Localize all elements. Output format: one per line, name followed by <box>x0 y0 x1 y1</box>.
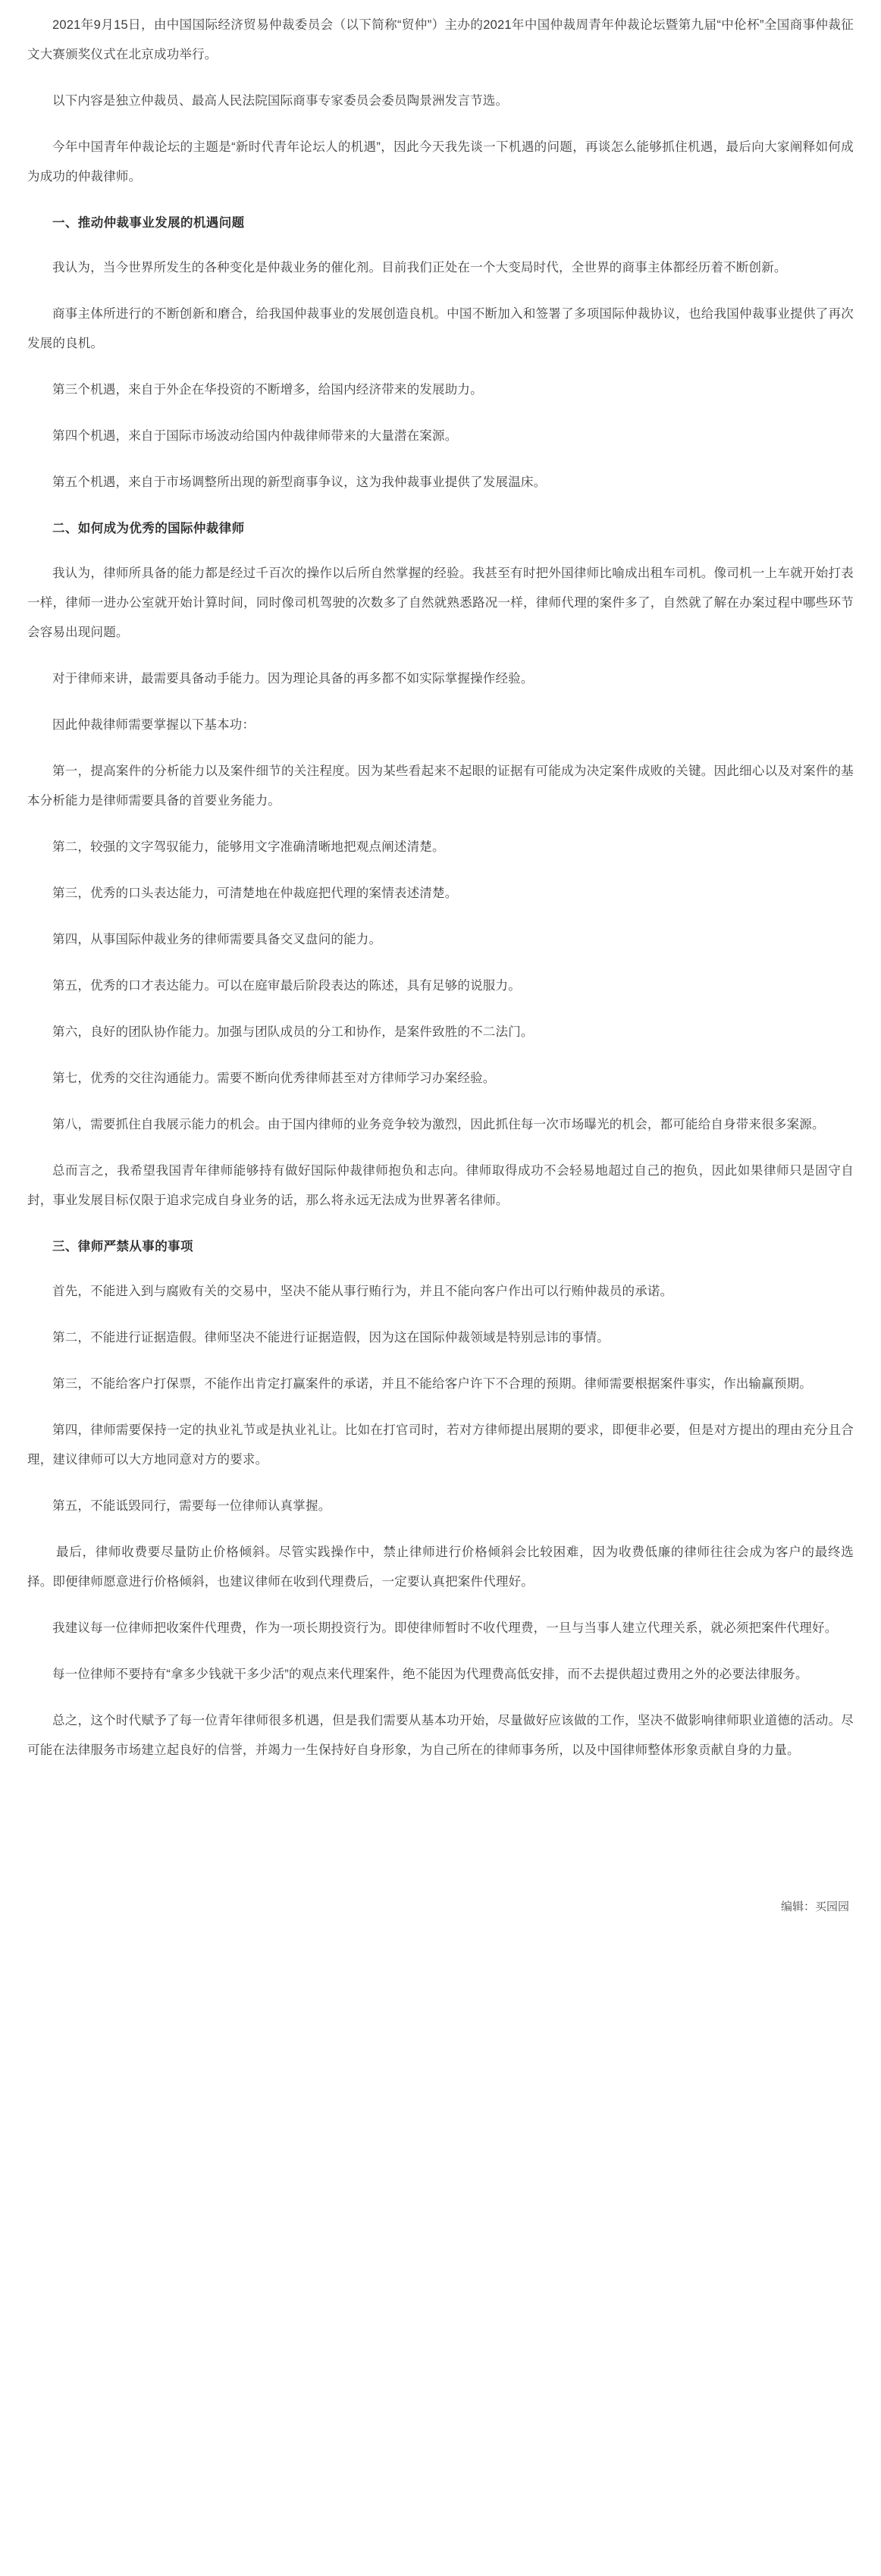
section-3-paragraph: 第二，不能进行证据造假。律师坚决不能进行证据造假，因为这在国际仲裁领域是特别忌讳的事情。 <box>52 1331 610 1344</box>
section-1-paragraph: 我认为，当今世界所发生的各种变化是仲裁业务的催化剂。目前我们正处在一个大变局时代，全世界的商事主体都经历着不断创新。 <box>52 261 787 275</box>
section-2-paragraph: 第六，良好的团队协作能力。加强与团队成员的分工和协作，是案件致胜的不二法门。 <box>52 1025 534 1039</box>
editor-credit: 编辑：买园园 <box>780 1900 849 1913</box>
section-2-paragraph: 总而言之，我希望我国青年律师能够持有做好国际仲裁律师抱负和志向。律师取得成功不会轻易地超过自己的抱负，因此如果律师只是固守自封，事业发展目标仅限于追求完成自身业务的话，那么将永远无法成为世界著名律师。 <box>27 1164 854 1207</box>
intro-paragraph: 今年中国青年仲裁论坛的主题是“新时代青年论坛人的机遇”，因此今天我先谈一下机遇的问题，再谈怎么能够抓住机遇，最后向大家阐释如何成为成功的仲裁律师。 <box>27 140 854 184</box>
intro-paragraph: 以下内容是独立仲裁员、最高人民法院国际商事专家委员会委员陶景洲发言节选。 <box>52 94 509 108</box>
section-2-paragraph: 因此仲裁律师需要掌握以下基本功： <box>52 718 256 732</box>
section-3-paragraph: 每一位律师不要持有“拿多少钱就干多少活”的观点来代理案件，绝不能因为代理费高低安排，而不去提供超过费用之外的必要法律服务。 <box>52 1668 808 1681</box>
section-2-paragraph: 第四，从事国际仲裁业务的律师需要具备交叉盘问的能力。 <box>52 933 382 946</box>
section-3-paragraph: 最后，律师收费要尽量防止价格倾斜。尽管实践操作中，禁止律师进行价格倾斜会比较困难，因为收费低廉的律师往往会成为客户的最终选择。即便律师愿意进行价格倾斜，也建议律师在收到代理费后，一定要认真把案件代理好。 <box>27 1545 854 1589</box>
section-2-paragraph: 第八，需要抓住自我展示能力的机会。由于国内律师的业务竞争较为激烈，因此抓住每一次市场曝光的机会，都可能给自身带来很多案源。 <box>52 1118 825 1131</box>
section-3-paragraph: 总之，这个时代赋予了每一位青年律师很多机遇，但是我们需要从基本功开始，尽量做好应该做的工作，坚决不做影响律师职业道德的活动。尽可能在法律服务市场建立起良好的信誉，并竭力一生保持好自身形象，为自己所在的律师事务所，以及中国律师整体形象贡献自身的力量。 <box>27 1714 854 1757</box>
section-heading-1: 一、推动仲裁事业发展的机遇问题 <box>52 216 245 230</box>
section-1-paragraph: 商事主体所进行的不断创新和磨合，给我国仲裁事业的发展创造良机。中国不断加入和签署了多项国际仲裁协议，也给我国仲裁事业提供了再次发展的良机。 <box>27 307 854 350</box>
intro-paragraph: 2021年9月15日，由中国国际经济贸易仲裁委员会（以下简称“贸仲”）主办的2021年中国仲裁周青年仲裁论坛暨第九届“中伦杯”全国商事仲裁征文大赛颁奖仪式在北京成功举行。 <box>27 18 854 61</box>
section-2-paragraph: 第三，优秀的口头表达能力，可清楚地在仲裁庭把代理的案情表述清楚。 <box>52 886 458 900</box>
section-3-paragraph: 第五，不能诋毁同行，需要每一位律师认真掌握。 <box>52 1499 331 1513</box>
section-3-paragraph: 我建议每一位律师把收案件代理费，作为一项长期投资行为。即使律师暂时不收代理费，一旦与当事人建立代理关系，就必须把案件代理好。 <box>52 1621 838 1635</box>
section-2-paragraph: 第五，优秀的口才表达能力。可以在庭审最后阶段表达的陈述，具有足够的说服力。 <box>52 979 521 993</box>
bottom-spacer <box>27 1782 854 1896</box>
section-1-paragraph: 第五个机遇，来自于市场调整所出现的新型商事争议，这为我仲裁事业提供了发展温床。 <box>52 475 547 489</box>
section-2-paragraph: 第七，优秀的交往沟通能力。需要不断向优秀律师甚至对方律师学习办案经验。 <box>52 1072 496 1085</box>
section-heading-3: 三、律师严禁从事的事项 <box>52 1240 193 1253</box>
section-heading-2: 二、如何成为优秀的国际仲裁律师 <box>52 522 245 535</box>
section-2-paragraph: 对于律师来讲，最需要具备动手能力。因为理论具备的再多都不如实际掌握操作经验。 <box>52 672 534 686</box>
section-2-paragraph: 我认为，律师所具备的能力都是经过千百次的操作以后所自然掌握的经验。我甚至有时把外国律师比喻成出租车司机。像司机一上车就开始打表一样，律师一进办公室就开始计算时间，同时像司机驾驶的次数多了自然就熟悉路况一样，律师代理的案件多了，自然就了解在办案过程中哪些环节会容易出现问题。 <box>27 566 854 639</box>
section-1-paragraph: 第四个机遇，来自于国际市场波动给国内仲裁律师带来的大量潜在案源。 <box>52 429 458 443</box>
section-3-paragraph: 第三，不能给客户打保票，不能作出肯定打赢案件的承诺，并且不能给客户许下不合理的预期。律师需要根据案件事实，作出输赢预期。 <box>52 1377 812 1391</box>
section-2-paragraph: 第一，提高案件的分析能力以及案件细节的关注程度。因为某些看起来不起眼的证据有可能成为决定案件成败的关键。因此细心以及对案件的基本分析能力是律师需要具备的首要业务能力。 <box>27 764 854 808</box>
section-1-paragraph: 第三个机遇，来自于外企在华投资的不断增多，给国内经济带来的发展助力。 <box>52 383 483 397</box>
section-3-paragraph: 首先，不能进入到与腐败有关的交易中，坚决不能从事行贿行为，并且不能向客户作出可以行贿仲裁员的承诺。 <box>52 1285 673 1298</box>
section-3-paragraph: 第四，律师需要保持一定的执业礼节或是执业礼让。比如在打官司时，若对方律师提出展期的要求，即便非必要，但是对方提出的理由充分且合理，建议律师可以大方地同意对方的要求。 <box>27 1423 854 1467</box>
section-2-paragraph: 第二，较强的文字驾驭能力，能够用文字准确清晰地把观点阐述清楚。 <box>52 840 445 854</box>
